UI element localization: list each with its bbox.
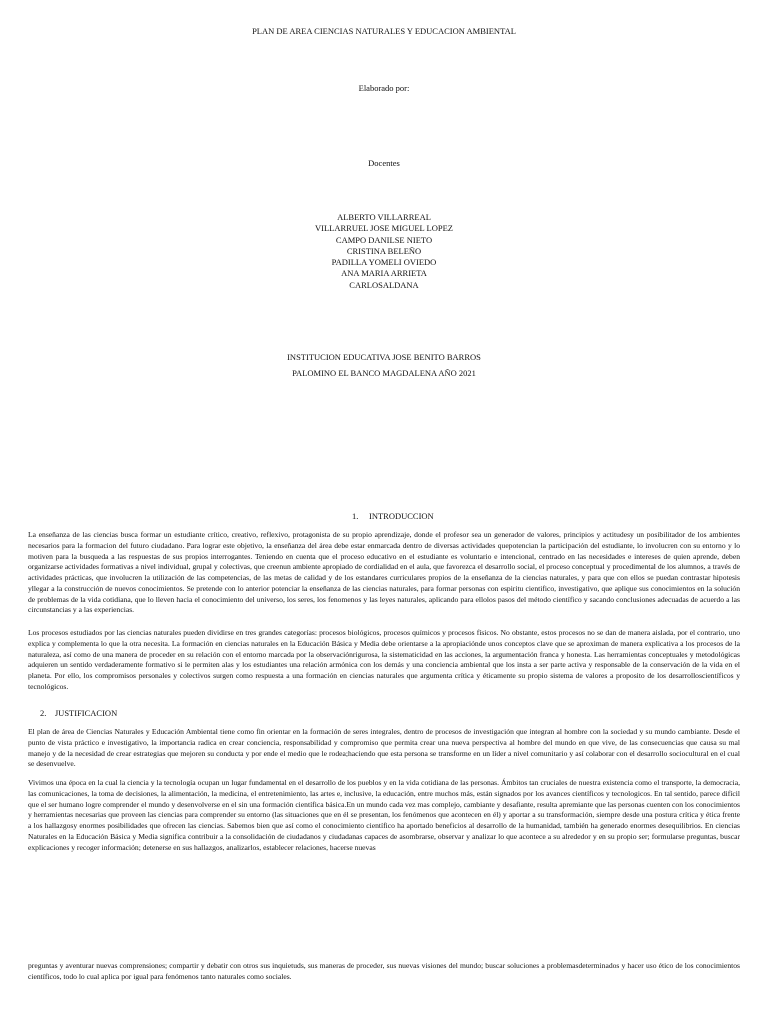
section-heading-justificacion: 2. JUSTIFICACION: [40, 708, 118, 718]
authors-list: [0, 212, 768, 291]
author-name: CAMPO DANILSE NIETO: [335, 234, 433, 245]
author-name: CRISTINA BELEÑO: [346, 245, 422, 256]
location-year: PALOMINO EL BANCO MAGDALENA AÑO 2021: [292, 367, 476, 378]
author-name: VILLARRUEL JOSE MIGUEL LOPEZ: [315, 223, 453, 234]
document-title: PLAN DE AREA CIENCIAS NATURALES Y EDUCACION AMBIENTAL: [252, 26, 516, 36]
elaborated-by-label: Elaborado por:: [358, 83, 410, 93]
author-name: PADILLA YOMELI OVIEDO: [331, 257, 437, 268]
author-name: ANA MARIA ARRIETA: [341, 268, 427, 279]
section-heading-introduccion: 1. INTRODUCCION: [352, 511, 434, 521]
teachers-label: Docentes: [368, 158, 400, 168]
author-name: CARLOSALDANA: [349, 279, 419, 290]
paragraph: preguntas y aventurar nuevas comprensiones; compartir y debatir con otros sus inquietuds, sus maneras de proceder, sus nuevas visiones del mundo; buscar soluciones a problemasdeterminados y hacer uso ético de los conocimientos científicos, todo lo cual aplica por igual para fenómenos tanto naturales como sociales.: [28, 961, 740, 981]
institution-name: INSTITUCION EDUCATIVA JOSE BENITO BARROS: [287, 352, 481, 362]
paragraph: Los procesos estudiados por las ciencias naturales pueden dividirse en tres grandes categorías: procesos biológicos, procesos químicos y procesos físicos. No obstante, estos procesos no se dan de manera aislada, por el contrario, uno explica y complementa lo que la otra necesita. La formación en ciencias naturales en la Educación Básica y Media debe orientarse a la apropiaciónde unos conceptos clave que se aproximan de manera explicativa a los procesos de la naturaleza, así como de una manera de proceder en su relación con el entorno marcada por la observaciónrigurosa, la sistematicidad en las acciones, la argumentación franca y honesta. Las herramientas conceptuales y metodológicas adquieren un sentido verdaderamente formativo si le permiten alas y los estudiantes una relación armónica con los demás y una conciencia ambiental que los insta a ser parte activa y responsable de la conservación de la vida en el planeta. Por ello, los compromisos personales y colectivos surgen como respuesta a una formación en ciencias naturales que argumenta crítica y éticamente su propio sistema de valores a proposito de los desarrolloscientíficos y tecnológicos.: [28, 628, 740, 691]
paragraph: El plan de área de Ciencias Naturales y Educación Ambiental tiene como fin orientar en la formación de seres integrales, dentro de procesos de investigación que integran al hombre con la sociedad y su mundo cambiante. Desde el punto de vista práctico e investigativo, la importancia radica en crear conciencia, responsabilidad y compromiso que permita crear una nueva perspectiva al hombre del mundo en que vive, de las consecuencias que causa su mal manejo y de la necesidad de crear estrategias que mejoren su conducta y por ende el medio que le rodea;haciendo que esta persona se transforme en un líder a nivel comunitario y así colaborar con el desarrollo sociocultural en el cual se desenvuelve.: [28, 727, 740, 769]
paragraph: La enseñanza de las ciencias busca formar un estudiante crítico, creativo, reflexivo, protagonista de su propio aprendizaje, donde el profesor sea un generador de valores, principios y actitudesy un posibilitador de los ambientes necesarios para la formacion del futuro ciudadano. Para lograr este objetivo, la enseñanza del área debe estar enmarcada dentro de diversas actividades quepotencian la participación del estudiante, lo involucren con su entorno y lo motiven para la busqueda a las respuestas de sus propios interrogantes. Teniendo en cuenta que el proceso educativo en el estudiante es voluntario e intencional, centrado en las necesidades e intereses de quien aprende, deben organizarse actividades formativas a nivel individual, grupal y colectivas, que creenun ambiente apropiado de cordialidad en el aula, que favorezca el desarrollo social, el proceso conceptual y procedimental de los alumnos, a través de actividades prácticas, que involucren la utilización de las competencias, de las metas de calidad y de los estandares curriculares propios de la enseñanza de la ciencias naturales, y para que con ellos se puedan contrastar hipotesis yllegar a la construcción de nuevos conocimientos. Se pretende con lo anterior potenciar la enseñanza de las ciencias naturales, para formar personas con espiritu cientifico, investigativo, que aplique sus conocimientos en la solución de problemas de la vida cotidiana, que lo lleven hacia el conocimiento del universo, los seres, los fenomenos y las leyes naturales, aplicando para ellolos pasos del método científico y sacando conclusiones adecuadas de acuerdo a las circunstancias y a las experiencias.: [28, 530, 740, 615]
institution-block: [0, 350, 768, 381]
author-name: ALBERTO VILLARREAL: [337, 212, 431, 222]
paragraph: Vivimos una época en la cual la ciencia y la tecnología ocupan un lugar fundamental en el desarrollo de los pueblos y en la vida cotidiana de las personas. Ámbitos tan cruciales de nuestra existencia como el transporte, la democracia, las comunicaciones, la toma de decisiones, la alimentación, la medicina, el entretenimiento, las artes e, inclusive, la educación, entre muchos más, están signados por los avances científicos y tecnologicos. En tal sentido, parece difícil que el ser humano logre comprender el mundo y desenvolverse en el sin una formación científica básica.En un mundo cada vez mas complejo, cambiante y desafiante, resulta apremiante que las personas cuenten con los conocimientos y herramientas necesarias que proveen las ciencias para comprender su entorno (las situaciones que en él se presentan, los fenómenos que acontecen en él) y aportar a su transformación, siempre desde una postura crítica y ética frente a los hallazgosy enormes posibilidades que ofrecen las ciencias. Sabemos bien que así como el conocimiento científico ha aportado beneficios al desarrollo de la humanidad, también ha generado enormes desequilibrios. En ciencias Naturales en la Educación Básica y Media significa contribuir a la consolidación de ciudadanos y ciudadanas capaces de asombrarse, observar y analizar lo que acontece a su alrededor y en su propio ser; formularse preguntas, buscar explicaciones y recoger información; detenerse en sus hallazgos, analizarlos, establecer relaciones, hacerse nuevas: [28, 778, 740, 852]
